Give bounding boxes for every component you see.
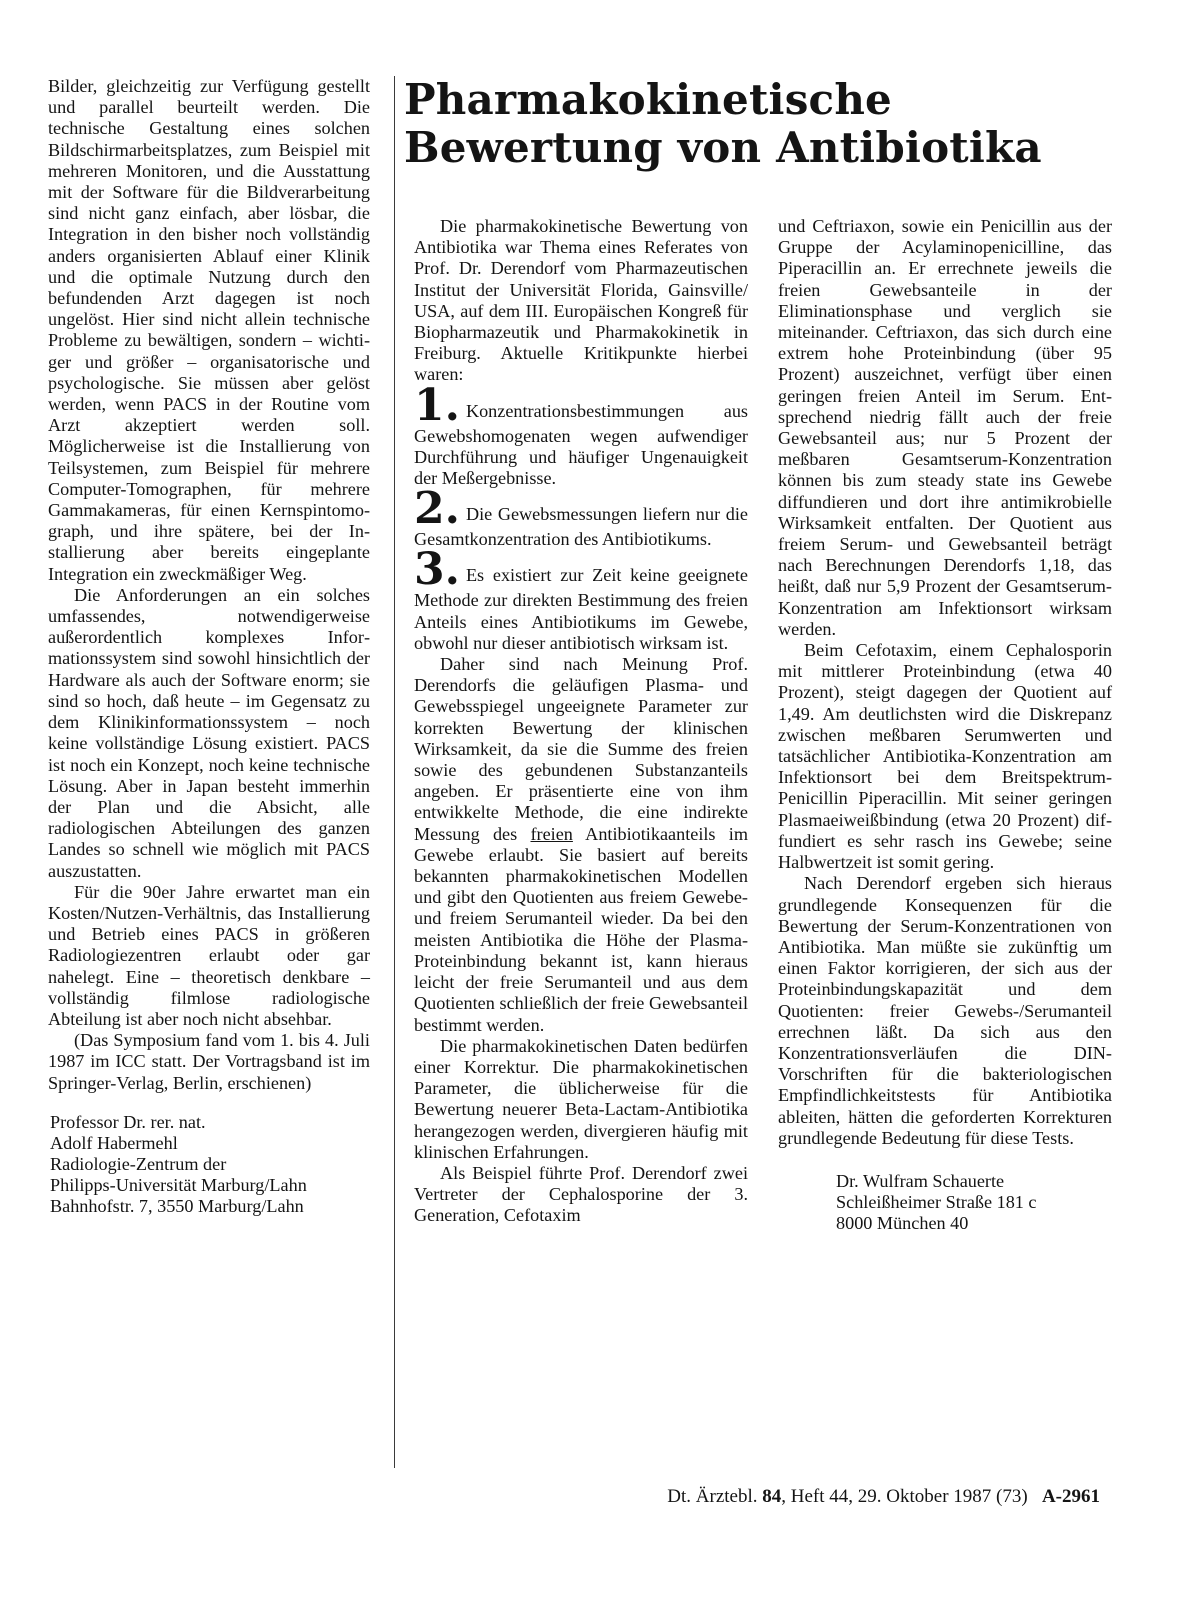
author-line: Bahnhofstr. 7, 3550 Marburg/Lahn	[50, 1195, 304, 1216]
text-run: Antibiotikaanteils im Gewebe erlaubt. Sie basiert auf bereits bekannten pharmakokinetischen Modellen und gibt den Quotienten aus freiem Gewebe- und freiem Serumanteil wieder. Da bei den meisten Antibiotika die Höhe der Plasma-Proteinbindung bekannt ist, kann hieraus leicht der freie Serumanteil und aus dem Quotienten schließlich der freie Gewebsanteil bestimmt werden.	[414, 823, 748, 1035]
list-number: 1.	[414, 379, 460, 431]
paragraph: (Das Symposium fand vom 1. bis 4. Juli 1987 im ICC statt. Der Vortragsband ist im Springer-Verlag, Berlin, erschienen)	[48, 1030, 370, 1093]
page-footer	[580, 1486, 1100, 1508]
intro-paragraph: Die pharmakokinetische Bewertung von Antibiotika war Thema eines Referates von Prof. Dr. Derendorf vom Pharmazeutischen Institut der Universität Florida, Gainsville/ USA, auf dem III. Europäischen Kongreß für Biopharmazeutik und Pharmakokinetik in Freiburg. Aktuelle Kritikpunkte hierbei waren:	[414, 216, 748, 385]
paragraph: Für die 90er Jahre erwartet man ein Kosten/Nutzen-Verhältnis, das Installierung und Betrieb eines PACS in größeren Radiologiezentren erlaubt oder gar nahelegt. Eine – theoretisch denkbare – vollständig filmlose radiologische Abteilung ist aber noch nicht absehbar.	[48, 881, 370, 1029]
paragraph	[414, 654, 748, 1036]
middle-column	[414, 216, 748, 1227]
headline-line-2: Bewertung von Antibiotika	[404, 123, 1042, 172]
list-text: Konzentrationsbestimmungen aus Gewebshomogenaten wegen aufwendiger Durchführung und häufiger Ungenauigkeit der Meßergebnisse.	[414, 400, 748, 489]
list-item	[414, 379, 748, 490]
article-headline	[404, 76, 1124, 172]
author-line: Dr. Wulfram Schauerte	[836, 1170, 1005, 1191]
headline-line-1: Pharmakokinetische	[404, 75, 892, 124]
author-line: 8000 München 40	[836, 1212, 969, 1233]
paragraph: Nach Derendorf ergeben sich hieraus grundlegende Konsequenzen für die Bewertung der Serum-Konzentrationen von Antibiotika. Man müßte sie zukünftig um einen Faktor korrigieren, der sich aus der Proteinbindungskapazität und dem Quotienten: freier Gewebs-/Serumanteil errechnen läßt. Da sich aus den Konzentrationsverläufen die DIN-Vorschriften für die bakteriologischen Empfindlichkeitstests für Antibiotika ableiten, hätten die geforderten Korrekturen grundlegende Bedeutung für diese Tests.	[778, 873, 1112, 1148]
author-line: Adolf Habermehl	[50, 1132, 178, 1153]
author-address	[778, 1171, 1112, 1234]
author-line: Schleißheimer Straße 181 c	[836, 1191, 1037, 1212]
list-text: Es existiert zur Zeit keine geeignete Methode zur direkten Bestimmung des freien Anteils eines Antibiotikums im Gewebe, obwohl nur dieser antibiotisch wirksam ist.	[414, 565, 748, 653]
page-number: A-2961	[1041, 1486, 1100, 1507]
text-run: Daher sind nach Meinung Prof. Derendorfs die geläufigen Plasma- und Gewebsspiegel ungeeignete Parameter zur korrekten Bewertung der klinischen Wirksamkeit, da sie die Summe des freien sowie des gebundenen Substanzanteils angeben. Er präsentierte eine von ihm entwikkelte Methode, die eine indirekte Messung des	[414, 654, 748, 844]
author-line: Philipps-Universität Marburg/Lahn	[50, 1174, 307, 1195]
list-number: 3.	[414, 544, 460, 596]
paragraph: Die pharmakokinetischen Daten bedürfen einer Korrektur. Die pharmakokinetischen Parameter, die üblicherweise für die Bewertung neuerer Beta-Lactam-Antibiotika herangezogen werden, divergieren häufig mit klinischen Erfahrungen.	[414, 1035, 748, 1162]
column-divider	[394, 76, 395, 1468]
author-line: Radiologie-Zentrum der	[50, 1153, 227, 1174]
underlined-word: freien	[530, 823, 573, 844]
paragraph: Die Anforderungen an ein solches umfassendes, notwendigerweise außerordentlich komplexes Informationssystem sind sowohl hinsichtlich der Hardware als auch der Software enorm; sie sind so hoch, daß heute – im Gegensatz zu dem Klinikinformationssystem – noch keine vollständige Lösung existiert. PACS ist noch ein Konzept, noch keine technische Lösung. Aber in Japan besteht immerhin der Plan und die Absicht, alle radiologischen Abteilungen des ganzen Landes so schnell wie möglich mit PACS auszustatten.	[48, 584, 370, 881]
author-address	[48, 1112, 370, 1217]
list-item	[414, 483, 748, 550]
right-column	[778, 216, 1112, 1234]
volume-number: 84	[762, 1486, 782, 1507]
journal-name: Dt. Ärztebl.	[667, 1486, 758, 1507]
left-column	[48, 76, 370, 1217]
list-text: Die Gewebsmessungen liefern nur die Gesamtkonzentration des Antibiotikums.	[414, 504, 748, 550]
paragraph: Als Beispiel führte Prof. Derendorf zwei Vertreter der Cephalosporine der 3. Generation, Cefotaxim	[414, 1162, 748, 1226]
list-number: 2.	[414, 483, 460, 535]
list-item	[414, 544, 748, 654]
paragraph: Bilder, gleichzeitig zur Verfügung gestellt und parallel beurteilt werden. Die technische Gestaltung eines solchen Bildschirmarbeitsplatzes, zum Beispiel mit mehreren Monitoren, und die Ausstattung mit der Software für die Bildverarbeitung sind nicht ganz einfach, aber lösbar, die Integration in den bisher noch vollständig anders organisierten Ablauf einer Klinik und die optimale Nutzung durch den befundenden Arzt dagegen ist noch ungelöst. Hier sind nicht allein technische Probleme zu bewältigen, sondern – wichtiger und größer – organisatorische und psychologische. Sie müssen aber gelöst werden, wenn PACS in der Routine vom Arzt akzeptiert werden soll. Möglicherweise ist die Installierung von Teilsystemen, zum Beispiel für mehrere Computer-Tomographen, für mehrere Gammakameras, für einen Kernspintomograph, und ihre spätere, bei der Installierung aber bereits eingeplante Integration ein zweckmäßiger Weg.	[48, 76, 370, 584]
author-line: Professor Dr. rer. nat.	[50, 1111, 206, 1132]
paragraph: und Ceftriaxon, sowie ein Penicillin aus der Gruppe der Acylaminopenicilline, das Piperacillin an. Er errechnete jeweils die freien Gewebsanteile in der Eliminationsphase und verglich sie miteinander. Ceftriaxon, das sich durch eine extrem hohe Proteinbindung (über 95 Prozent) auszeichnet, verfügt über einen geringen freien Anteil im Serum. Entsprechend niedrig fällt auch der freie Gewebsanteil aus; nur 5 Prozent der meßbaren Gesamtserum-Konzentration können bis zum steady state ins Gewebe diffundieren und dort ihre antimikrobielle Wirksamkeit entfalten. Der Quotient aus freiem Serum- und Gewebsanteil beträgt nach Berechnungen Derendorfs 1,18, das heißt, daß nur 5,9 Prozent der Gesamtserum-Konzentration am Infektionsort wirksam werden.	[778, 216, 1112, 639]
paragraph: Beim Cefotaxim, einem Cephalosporin mit mittlerer Proteinbindung (etwa 40 Prozent), steigt dagegen der Quotient auf 1,49. Am deutlichsten wird die Diskrepanz zwischen meßbaren Serumwerten und tatsächlicher Antibiotika-Konzentration am Infektionsort bei dem Breitspektrum-Penicillin Piperacillin. Mit seiner geringen Plasmaeiweißbindung (etwa 20 Prozent) diffundiert es sehr rasch ins Gewebe; seine Halbwertzeit ist somit gering.	[778, 640, 1112, 873]
issue-date: , Heft 44, 29. Oktober 1987 (73)	[781, 1486, 1028, 1507]
